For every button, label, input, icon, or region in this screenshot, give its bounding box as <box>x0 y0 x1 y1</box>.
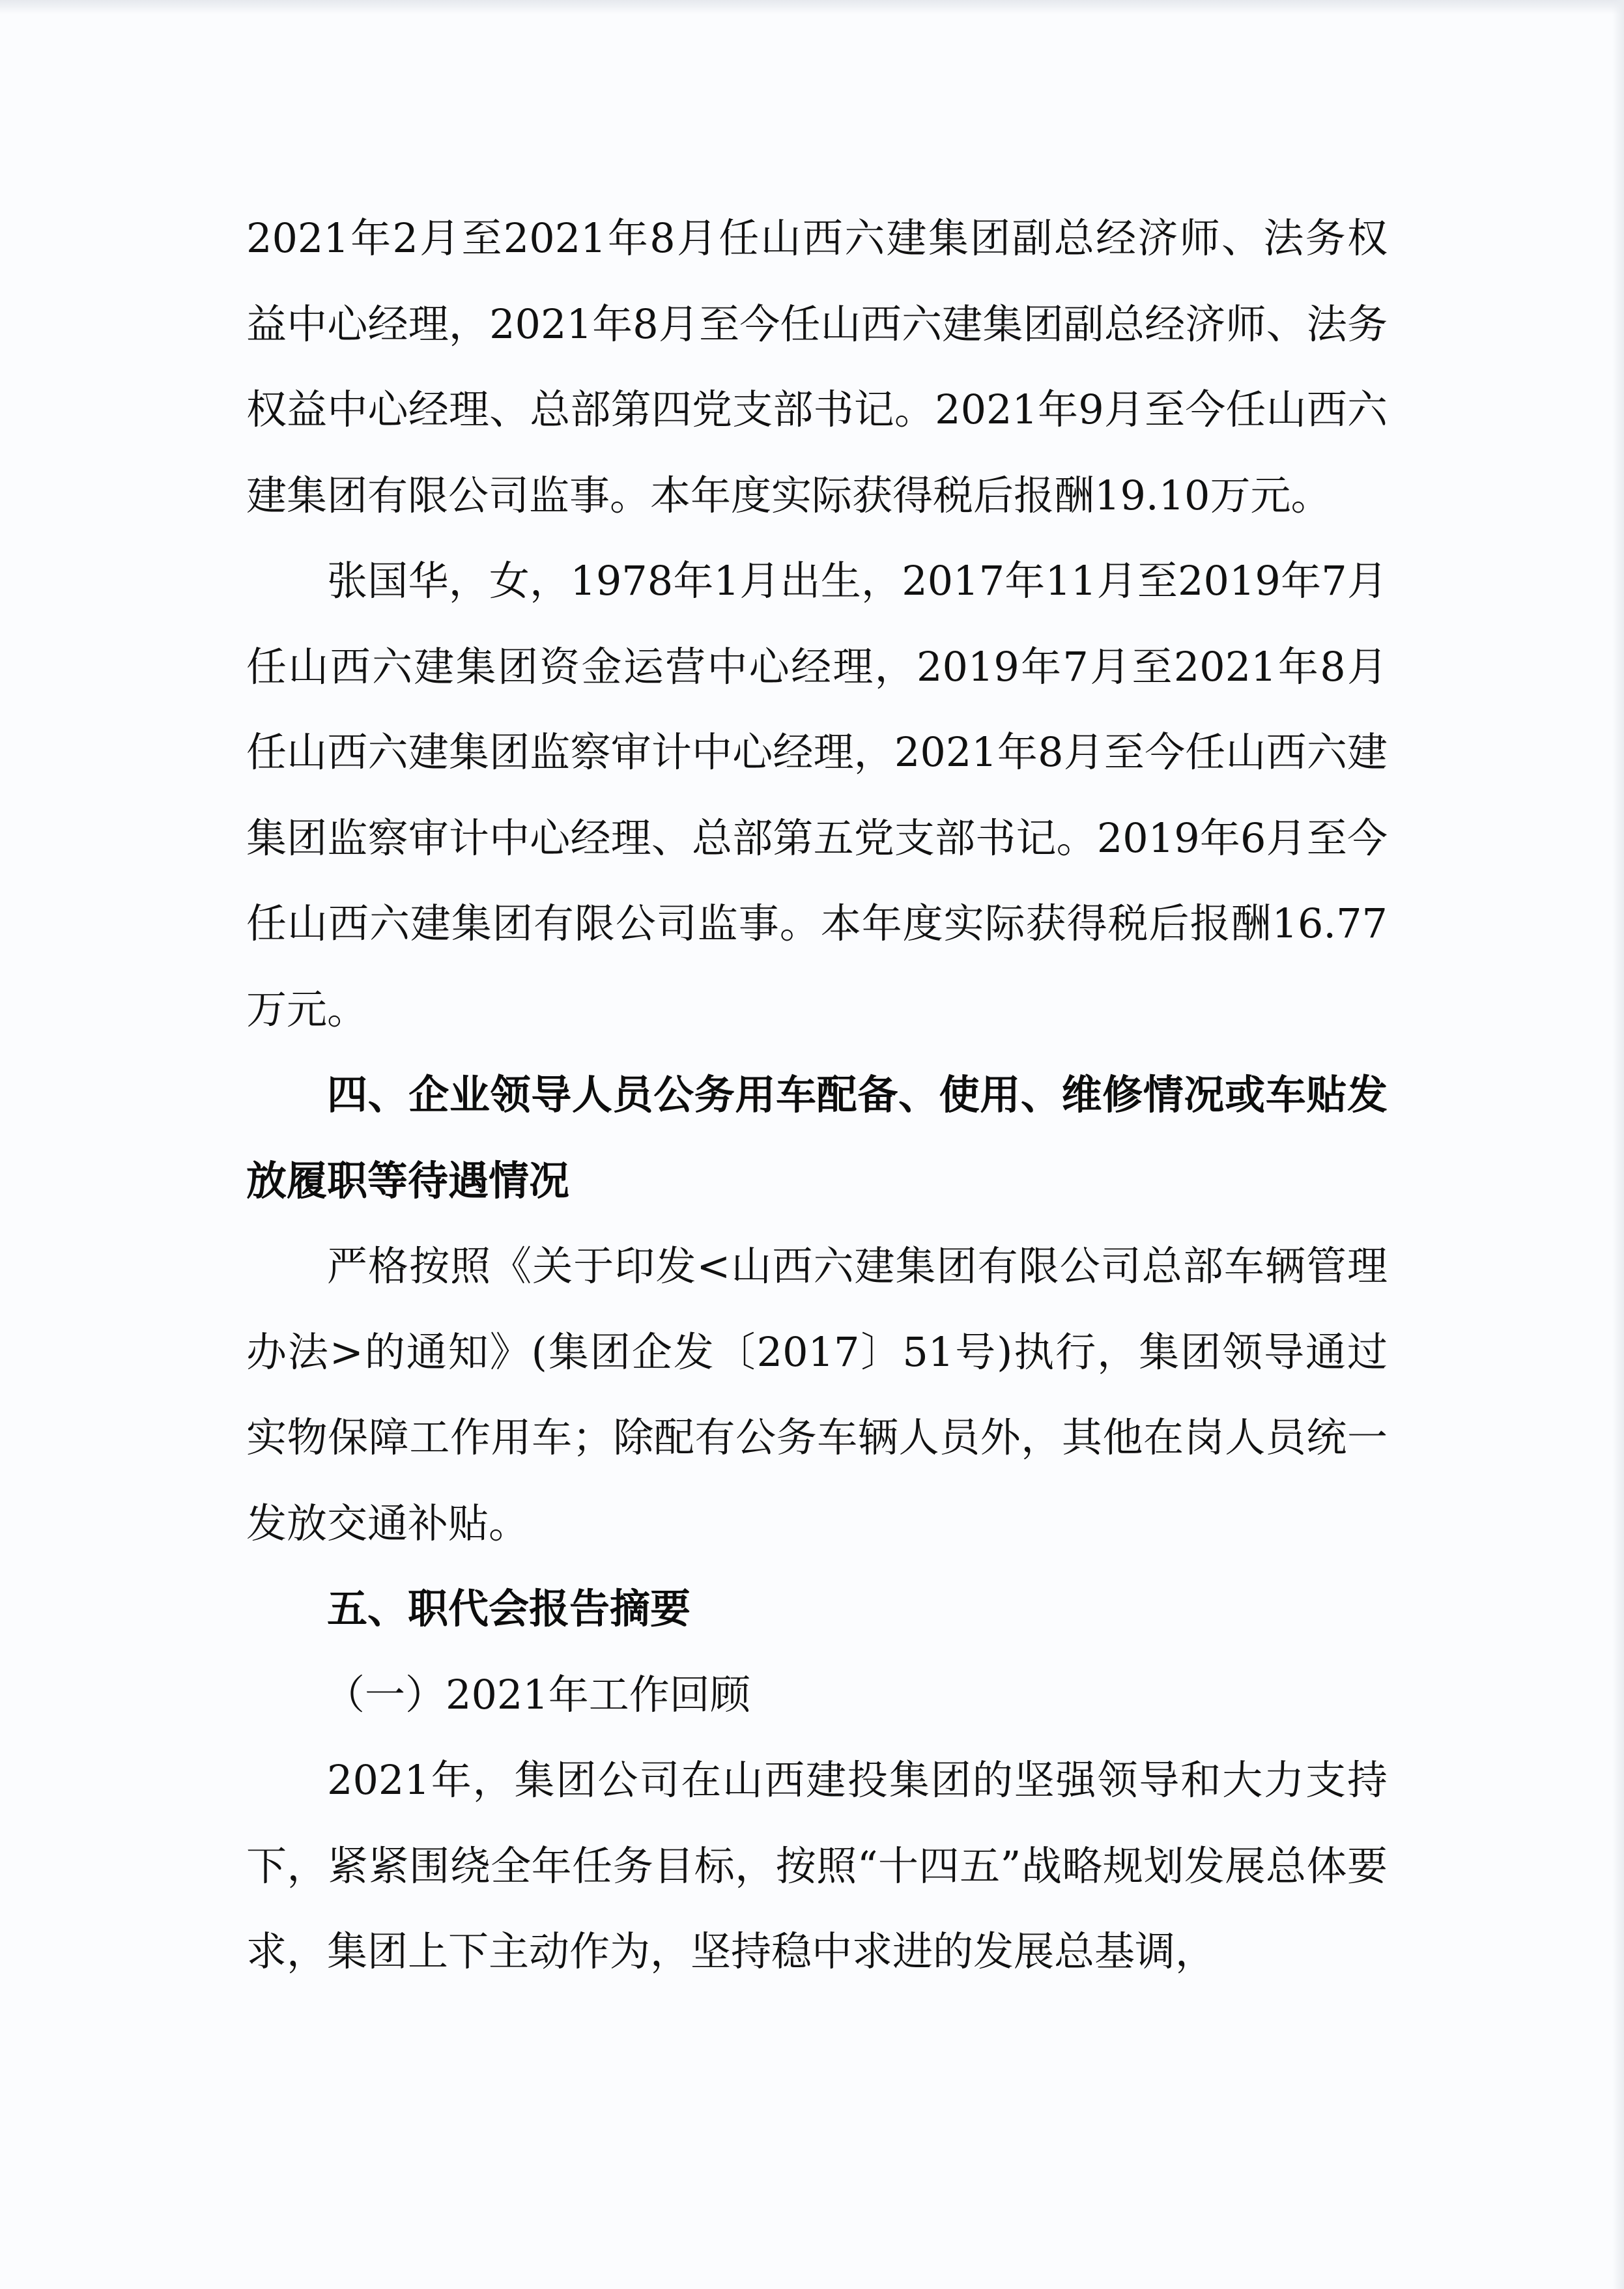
section-heading-workers-congress-summary: 五、职代会报告摘要 <box>327 1585 691 1632</box>
scan-edge-top <box>0 0 1624 14</box>
document-body <box>246 195 1388 1995</box>
subsection-heading-2021-review: （一）2021年工作回顾 <box>324 1670 750 1718</box>
section-heading-official-vehicles: 四、企业领导人员公务用车配备、使用、维修情况或车贴发放履职等待遇情况 <box>246 1071 1388 1204</box>
paragraph-zhang-guohua-bio: 张国华，女，1978年1月出生，2017年11月至2019年7月任山西六建集团资金运营中心经理，2019年7月至2021年8月任山西六建集团监察审计中心经理，2021年8月至今任山西六建集团监察审计中心经理、总部第五党支部书记。2019年6月至今任山西六建集团有限公司监事。本年度实际获得税后报酬16.77万元。 <box>246 557 1388 1033</box>
paragraph-continuation-supervisor-bio: 2021年2月至2021年8月任山西六建集团副总经济师、法务权益中心经理，2021年8月至今任山西六建集团副总经济师、法务权益中心经理、总部第四党支部书记。2021年9月至今任山西六建集团有限公司监事。本年度实际获得税后报酬19.10万元。 <box>246 214 1388 519</box>
scan-edge-right <box>1612 0 1624 2289</box>
paragraph-vehicle-policy: 严格按照《关于印发<山西六建集团有限公司总部车辆管理办法>的通知》(集团企发〔2017〕51号)执行，集团领导通过实物保障工作用车；除配有公务车辆人员外，其他在岗人员统一发放交通补贴。 <box>246 1242 1388 1547</box>
paragraph-2021-review-intro: 2021年，集团公司在山西建投集团的坚强领导和大力支持下，紧紧围绕全年任务目标，按照“十四五”战略规划发展总体要求，集团上下主动作为，坚持稳中求进的发展总基调， <box>246 1756 1388 1975</box>
